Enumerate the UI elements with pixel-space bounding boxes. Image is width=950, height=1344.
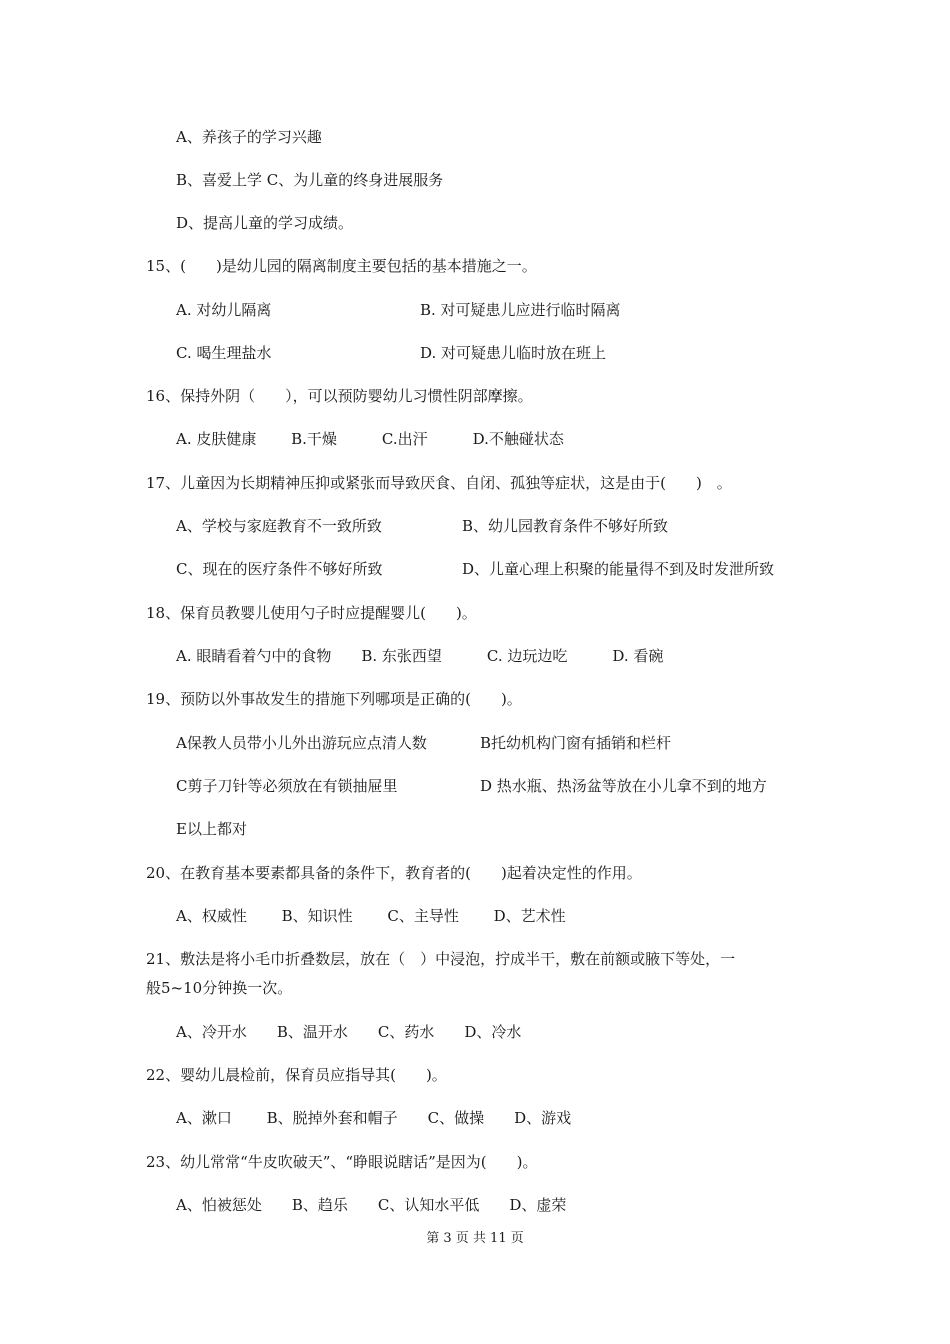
question-23: 23、幼儿常常“牛皮吹破天”、“睁眼说瞎话”是因为( )。 (146, 1153, 538, 1171)
option-b: B托幼机构门窗有插销和栏杆 (480, 734, 672, 752)
option-a: A. 对幼儿隔离 (176, 301, 272, 319)
option-row (176, 776, 767, 796)
option-d: D、儿童心理上积聚的能量得不到及时发泄所致 (462, 560, 775, 578)
option-d: D. 对可疑患儿临时放在班上 (420, 344, 607, 362)
page-footer: 第 3 页 共 11 页 (426, 1231, 524, 1246)
option-row: A. 眼睛看着勺中的食物 B. 东张西望 C. 边玩边吃 D. 看碗 (176, 647, 664, 665)
option-row (176, 300, 621, 320)
option-b: B、幼儿园教育条件不够好所致 (462, 517, 669, 535)
option-row: A、漱口 B、脱掉外套和帽子 C、做操 D、游戏 (176, 1109, 572, 1127)
option-row: A、权威性 B、知识性 C、主导性 D、艺术性 (176, 907, 566, 925)
question-21-continued: 般5~10分钟换一次。 (146, 979, 293, 997)
option-d: D 热水瓶、热汤盆等放在小儿拿不到的地方 (480, 777, 767, 795)
option-a: A保教人员带小儿外出游玩应点清人数 (176, 734, 427, 752)
option-row: A、冷开水 B、温开水 C、药水 D、冷水 (176, 1023, 522, 1041)
question-18: 18、保育员教婴儿使用勺子时应提醒婴儿( )。 (146, 604, 477, 622)
question-20: 20、在教育基本要素都具备的条件下，教育者的( )起着决定性的作用。 (146, 864, 642, 882)
option-c: C. 喝生理盐水 (176, 344, 272, 362)
option-row (176, 559, 775, 579)
question-19: 19、预防以外事故发生的措施下列哪项是正确的( )。 (146, 690, 522, 708)
option-line: B、喜爱上学 C、为儿童的终身进展服务 (176, 171, 444, 189)
option-row: A、怕被惩处 B、趋乐 C、认知水平低 D、虚荣 (176, 1196, 567, 1214)
question-21: 21、敷法是将小毛巾折叠数层，放在（ ）中浸泡，拧成半干，敷在前额或腋下等处，一 (146, 950, 736, 968)
question-15: 15、( )是幼儿园的隔离制度主要包括的基本措施之一。 (146, 257, 537, 275)
option-line: A、养孩子的学习兴趣 (176, 128, 322, 146)
option-row: A. 皮肤健康 B.干燥 C.出汗 D.不触碰状态 (176, 430, 564, 448)
option-line: D、提高儿童的学习成绩。 (176, 214, 354, 232)
option-e: E以上都对 (176, 820, 247, 838)
option-row (176, 516, 669, 536)
option-row (176, 343, 607, 363)
option-c: C、现在的医疗条件不够好所致 (176, 560, 383, 578)
question-17: 17、儿童因为长期精神压抑或紧张而导致厌食、自闭、孤独等症状，这是由于( ) 。 (146, 474, 732, 492)
option-c: C剪子刀针等必须放在有锁抽屉里 (176, 777, 398, 795)
question-16: 16、保持外阴（ ），可以预防婴幼儿习惯性阴部摩擦。 (146, 387, 533, 405)
option-b: B. 对可疑患儿应进行临时隔离 (420, 301, 621, 319)
question-22: 22、婴幼儿晨检前，保育员应指导其( )。 (146, 1066, 447, 1084)
option-row (176, 733, 672, 753)
option-a: A、学校与家庭教育不一致所致 (176, 517, 382, 535)
